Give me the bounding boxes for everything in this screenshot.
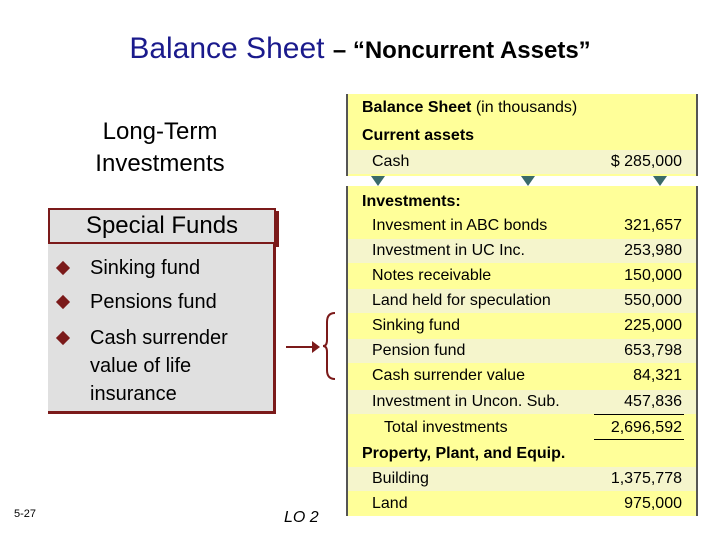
row-value: 975,000	[624, 495, 682, 512]
table-row	[348, 264, 696, 288]
row-value: 550,000	[624, 292, 682, 309]
table-row	[348, 390, 696, 414]
row-value: $ 285,000	[610, 153, 682, 170]
row-label: Building	[372, 470, 429, 487]
row-label: Sinking fund	[372, 317, 461, 334]
row-value: 253,980	[624, 242, 682, 259]
arrow-right-icon	[286, 346, 314, 348]
balance-sheet-title-note: (in thousands)	[475, 99, 578, 116]
balance-sheet-investments	[346, 186, 698, 516]
row-label: Notes receivable	[372, 267, 492, 284]
subtotal-underline	[594, 414, 684, 415]
investments-heading: Investments:	[362, 193, 461, 210]
long-term-investments-heading	[40, 116, 280, 180]
lti-line-2: Investments	[95, 150, 225, 177]
row-value: 225,000	[624, 317, 682, 334]
slide-title	[0, 32, 720, 66]
row-label: Land	[372, 495, 408, 512]
ppe-heading: Property, Plant, and Equip.	[362, 445, 566, 462]
slide-title-main: Balance Sheet	[129, 32, 325, 65]
table-row	[348, 339, 696, 363]
row-label: Invesment in ABC bonds	[372, 217, 548, 234]
learning-objective: LO 2	[284, 509, 319, 526]
triangle-down-icon	[653, 176, 667, 186]
row-label: Investment in Uncon. Sub.	[372, 393, 560, 410]
triangle-down-icon	[521, 176, 535, 186]
triangle-down-icon	[371, 176, 385, 186]
special-funds-list	[48, 244, 276, 414]
row-label: Cash surrender value	[372, 367, 525, 384]
table-row	[348, 314, 696, 338]
list-item-text: Pensions fund	[90, 291, 217, 313]
table-row	[348, 364, 696, 388]
row-label: Total investments	[384, 419, 508, 436]
balance-sheet-title	[362, 96, 577, 120]
total-underline	[594, 439, 684, 440]
table-row	[348, 467, 696, 491]
row-value: 1,375,778	[610, 470, 682, 487]
special-funds-heading: Special Funds	[48, 208, 276, 244]
row-label: Land held for speculation	[372, 292, 551, 309]
diamond-bullet-icon	[56, 295, 70, 309]
row-value: 457,836	[624, 393, 682, 410]
row-value: 150,000	[624, 267, 682, 284]
diamond-bullet-icon	[56, 261, 70, 275]
table-row	[348, 289, 696, 313]
row-value: 653,798	[624, 342, 682, 359]
balance-sheet-title-text: Balance Sheet	[362, 99, 472, 116]
current-assets-heading: Current assets	[362, 127, 475, 144]
table-row	[348, 492, 696, 516]
row-value: 321,657	[624, 217, 682, 234]
slide-number: 5-27	[14, 508, 37, 520]
table-row	[348, 239, 696, 263]
list-item-text: Sinking fund	[90, 257, 201, 279]
row-label: Pension fund	[372, 342, 466, 359]
total-row	[348, 416, 696, 440]
table-row	[348, 150, 696, 174]
left-brace-icon	[322, 312, 336, 380]
slide-title-subtitle: – “Noncurrent Assets”	[332, 37, 591, 64]
diamond-bullet-icon	[56, 331, 70, 345]
table-row	[348, 214, 696, 238]
balance-sheet-current-assets	[346, 94, 698, 176]
list-item-text: Cash surrender value of life insurance	[90, 327, 228, 405]
row-label: Cash	[372, 153, 410, 170]
row-value: 2,696,592	[610, 419, 682, 436]
row-label: Investment in UC Inc.	[372, 242, 525, 259]
row-value: 84,321	[633, 367, 682, 384]
lti-line-1: Long-Term	[102, 118, 218, 145]
